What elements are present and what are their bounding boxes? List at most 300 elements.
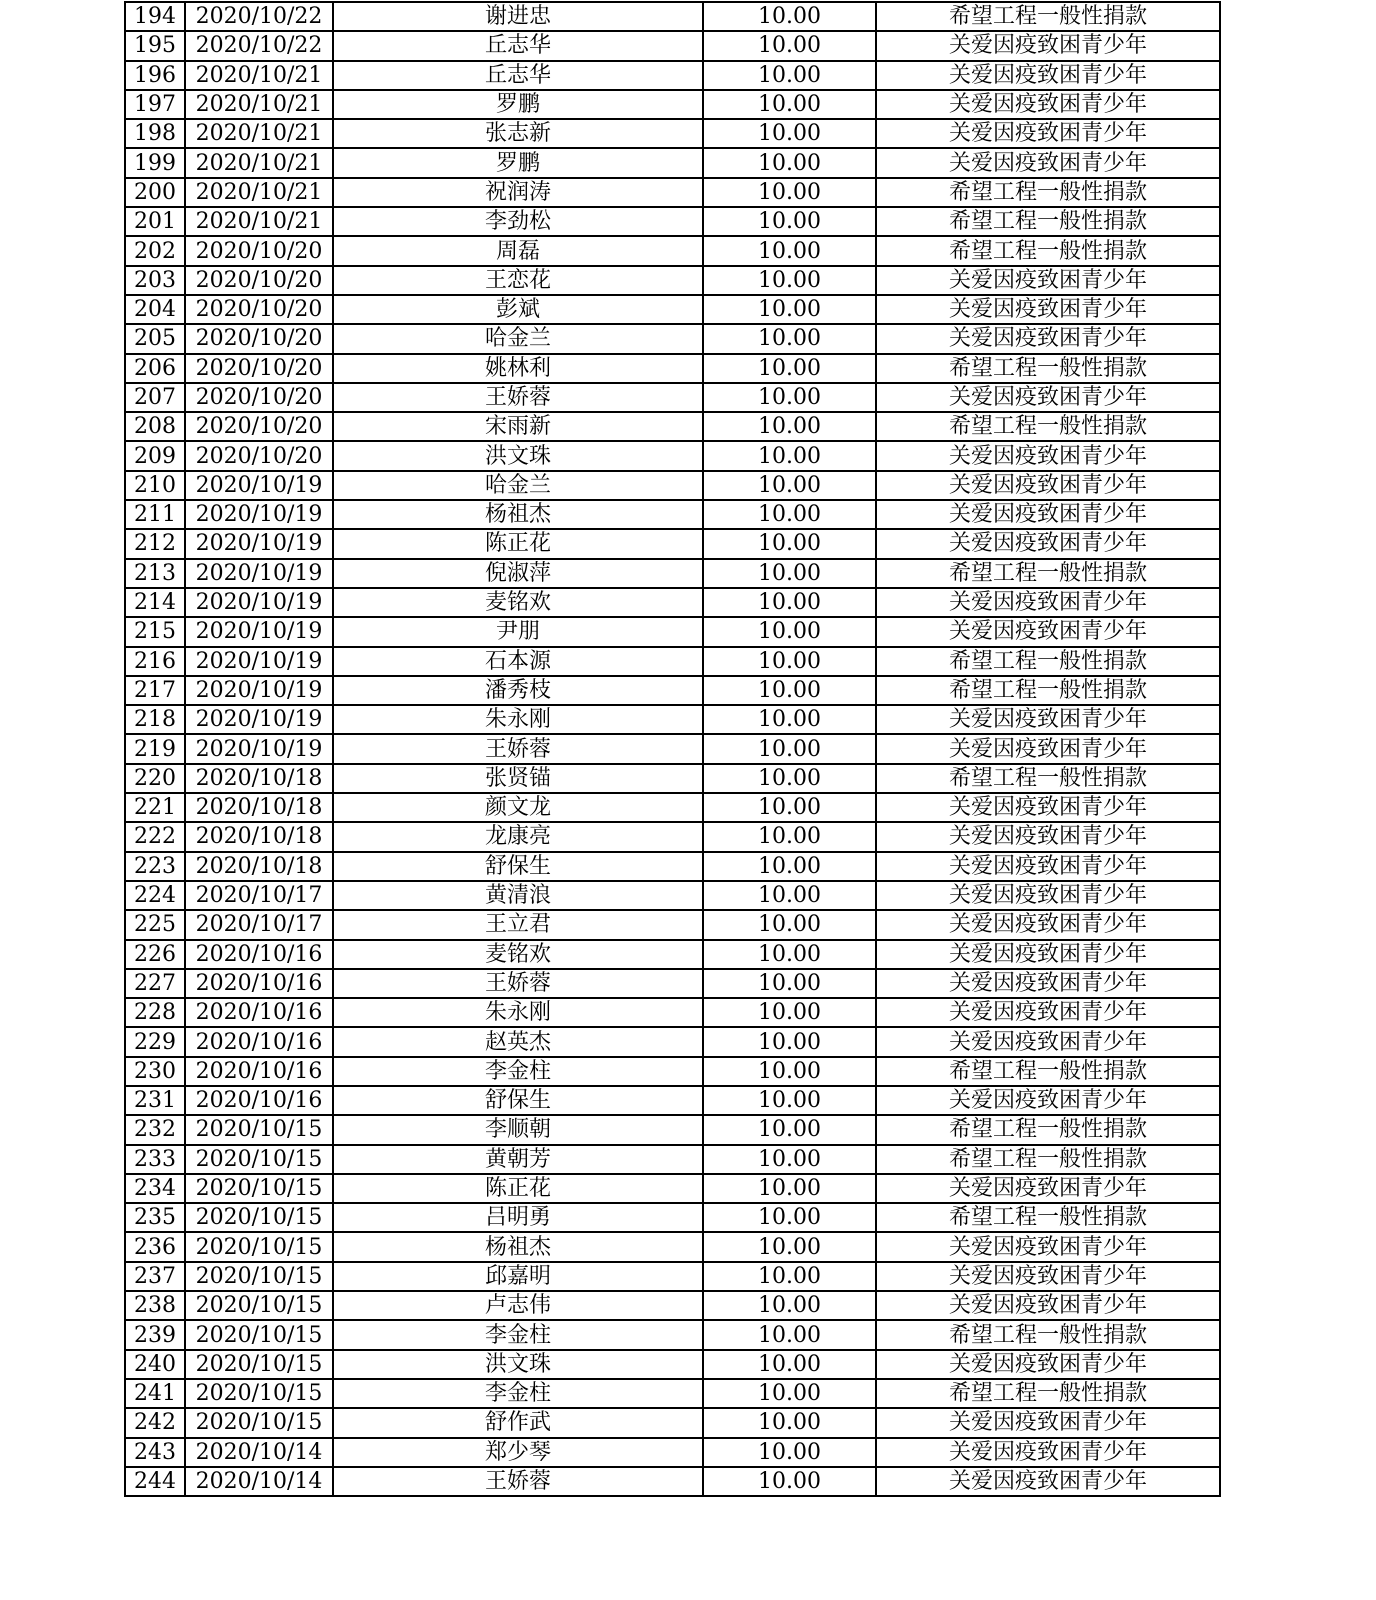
table-row <box>125 383 1220 412</box>
date-cell: 2020/10/16 <box>185 1027 333 1056</box>
row-number-cell: 196 <box>125 61 185 90</box>
amount-cell: 10.00 <box>703 1145 876 1174</box>
date-cell: 2020/10/18 <box>185 793 333 822</box>
row-number-cell: 241 <box>125 1379 185 1408</box>
table-row <box>125 617 1220 646</box>
table-row <box>125 266 1220 295</box>
row-number-cell: 217 <box>125 676 185 705</box>
project-cell: 希望工程一般性捐款 <box>876 412 1220 441</box>
donor-name-cell: 周磊 <box>333 236 703 265</box>
table-row <box>125 1145 1220 1174</box>
project-cell: 关爱因疫致困青少年 <box>876 822 1220 851</box>
table-row <box>125 1027 1220 1056</box>
table-row <box>125 412 1220 441</box>
table-row <box>125 588 1220 617</box>
amount-cell: 10.00 <box>703 441 876 470</box>
date-cell: 2020/10/20 <box>185 324 333 353</box>
row-number-cell: 194 <box>125 2 185 31</box>
donor-name-cell: 黄清浪 <box>333 881 703 910</box>
date-cell: 2020/10/14 <box>185 1438 333 1467</box>
amount-cell: 10.00 <box>703 881 876 910</box>
date-cell: 2020/10/20 <box>185 441 333 470</box>
project-cell: 关爱因疫致困青少年 <box>876 1291 1220 1320</box>
project-cell: 关爱因疫致困青少年 <box>876 529 1220 558</box>
donation-table <box>124 1 1221 1497</box>
donor-name-cell: 麦铭欢 <box>333 940 703 969</box>
donor-name-cell: 李顺朝 <box>333 1115 703 1144</box>
project-cell: 关爱因疫致困青少年 <box>876 90 1220 119</box>
project-cell: 关爱因疫致困青少年 <box>876 1408 1220 1437</box>
row-number-cell: 224 <box>125 881 185 910</box>
project-cell: 希望工程一般性捐款 <box>876 236 1220 265</box>
table-row <box>125 1467 1220 1496</box>
donor-name-cell: 麦铭欢 <box>333 588 703 617</box>
project-cell: 关爱因疫致困青少年 <box>876 266 1220 295</box>
project-cell: 希望工程一般性捐款 <box>876 559 1220 588</box>
project-cell: 希望工程一般性捐款 <box>876 647 1220 676</box>
table-row <box>125 1291 1220 1320</box>
row-number-cell: 223 <box>125 852 185 881</box>
date-cell: 2020/10/16 <box>185 1057 333 1086</box>
amount-cell: 10.00 <box>703 354 876 383</box>
row-number-cell: 200 <box>125 178 185 207</box>
date-cell: 2020/10/20 <box>185 383 333 412</box>
row-number-cell: 214 <box>125 588 185 617</box>
date-cell: 2020/10/22 <box>185 31 333 60</box>
donor-name-cell: 舒作武 <box>333 1408 703 1437</box>
donor-name-cell: 张贤锚 <box>333 764 703 793</box>
amount-cell: 10.00 <box>703 412 876 441</box>
table-row <box>125 178 1220 207</box>
project-cell: 关爱因疫致困青少年 <box>876 500 1220 529</box>
date-cell: 2020/10/19 <box>185 734 333 763</box>
donor-name-cell: 潘秀枝 <box>333 676 703 705</box>
table-row <box>125 1262 1220 1291</box>
project-cell: 希望工程一般性捐款 <box>876 676 1220 705</box>
project-cell: 关爱因疫致困青少年 <box>876 998 1220 1027</box>
row-number-cell: 219 <box>125 734 185 763</box>
table-row <box>125 910 1220 939</box>
date-cell: 2020/10/21 <box>185 178 333 207</box>
row-number-cell: 242 <box>125 1408 185 1437</box>
row-number-cell: 226 <box>125 940 185 969</box>
row-number-cell: 208 <box>125 412 185 441</box>
project-cell: 关爱因疫致困青少年 <box>876 1027 1220 1056</box>
project-cell: 关爱因疫致困青少年 <box>876 1232 1220 1261</box>
donor-name-cell: 谢进忠 <box>333 2 703 31</box>
table-row <box>125 559 1220 588</box>
amount-cell: 10.00 <box>703 793 876 822</box>
project-cell: 希望工程一般性捐款 <box>876 1145 1220 1174</box>
donor-name-cell: 姚林利 <box>333 354 703 383</box>
amount-cell: 10.00 <box>703 61 876 90</box>
donor-name-cell: 洪文珠 <box>333 1350 703 1379</box>
date-cell: 2020/10/15 <box>185 1350 333 1379</box>
row-number-cell: 210 <box>125 471 185 500</box>
table-row <box>125 148 1220 177</box>
table-row <box>125 471 1220 500</box>
donor-name-cell: 郑少琴 <box>333 1438 703 1467</box>
project-cell: 关爱因疫致困青少年 <box>876 1350 1220 1379</box>
project-cell: 希望工程一般性捐款 <box>876 2 1220 31</box>
date-cell: 2020/10/18 <box>185 822 333 851</box>
donation-table-body <box>125 2 1220 1496</box>
row-number-cell: 231 <box>125 1086 185 1115</box>
date-cell: 2020/10/19 <box>185 676 333 705</box>
donor-name-cell: 罗鹏 <box>333 148 703 177</box>
donor-name-cell: 石本源 <box>333 647 703 676</box>
table-row <box>125 647 1220 676</box>
amount-cell: 10.00 <box>703 1350 876 1379</box>
donor-name-cell: 杨祖杰 <box>333 1232 703 1261</box>
amount-cell: 10.00 <box>703 295 876 324</box>
date-cell: 2020/10/20 <box>185 266 333 295</box>
row-number-cell: 220 <box>125 764 185 793</box>
row-number-cell: 212 <box>125 529 185 558</box>
table-row <box>125 822 1220 851</box>
date-cell: 2020/10/19 <box>185 559 333 588</box>
date-cell: 2020/10/20 <box>185 236 333 265</box>
row-number-cell: 207 <box>125 383 185 412</box>
row-number-cell: 244 <box>125 1467 185 1496</box>
table-row <box>125 793 1220 822</box>
table-row <box>125 354 1220 383</box>
date-cell: 2020/10/21 <box>185 119 333 148</box>
amount-cell: 10.00 <box>703 500 876 529</box>
date-cell: 2020/10/16 <box>185 940 333 969</box>
project-cell: 关爱因疫致困青少年 <box>876 852 1220 881</box>
amount-cell: 10.00 <box>703 119 876 148</box>
donor-name-cell: 李金柱 <box>333 1320 703 1349</box>
project-cell: 关爱因疫致困青少年 <box>876 617 1220 646</box>
amount-cell: 10.00 <box>703 324 876 353</box>
donor-name-cell: 祝润涛 <box>333 178 703 207</box>
table-row <box>125 1115 1220 1144</box>
donor-name-cell: 王娇蓉 <box>333 969 703 998</box>
row-number-cell: 227 <box>125 969 185 998</box>
date-cell: 2020/10/21 <box>185 207 333 236</box>
amount-cell: 10.00 <box>703 822 876 851</box>
date-cell: 2020/10/22 <box>185 2 333 31</box>
amount-cell: 10.00 <box>703 559 876 588</box>
table-row <box>125 969 1220 998</box>
donor-name-cell: 赵英杰 <box>333 1027 703 1056</box>
project-cell: 关爱因疫致困青少年 <box>876 1467 1220 1496</box>
project-cell: 关爱因疫致困青少年 <box>876 793 1220 822</box>
row-number-cell: 236 <box>125 1232 185 1261</box>
amount-cell: 10.00 <box>703 734 876 763</box>
donor-name-cell: 王恋花 <box>333 266 703 295</box>
amount-cell: 10.00 <box>703 647 876 676</box>
table-row <box>125 31 1220 60</box>
amount-cell: 10.00 <box>703 2 876 31</box>
table-row <box>125 1232 1220 1261</box>
project-cell: 关爱因疫致困青少年 <box>876 471 1220 500</box>
row-number-cell: 211 <box>125 500 185 529</box>
date-cell: 2020/10/15 <box>185 1262 333 1291</box>
project-cell: 希望工程一般性捐款 <box>876 1379 1220 1408</box>
date-cell: 2020/10/17 <box>185 910 333 939</box>
amount-cell: 10.00 <box>703 1467 876 1496</box>
amount-cell: 10.00 <box>703 178 876 207</box>
date-cell: 2020/10/18 <box>185 764 333 793</box>
amount-cell: 10.00 <box>703 1262 876 1291</box>
donor-name-cell: 张志新 <box>333 119 703 148</box>
table-row <box>125 529 1220 558</box>
table-row <box>125 1174 1220 1203</box>
date-cell: 2020/10/21 <box>185 148 333 177</box>
table-row <box>125 764 1220 793</box>
table-row <box>125 236 1220 265</box>
donor-name-cell: 黄朝芳 <box>333 1145 703 1174</box>
table-row <box>125 1320 1220 1349</box>
row-number-cell: 203 <box>125 266 185 295</box>
project-cell: 关爱因疫致困青少年 <box>876 881 1220 910</box>
project-cell: 希望工程一般性捐款 <box>876 1057 1220 1086</box>
row-number-cell: 222 <box>125 822 185 851</box>
date-cell: 2020/10/21 <box>185 61 333 90</box>
project-cell: 关爱因疫致困青少年 <box>876 441 1220 470</box>
date-cell: 2020/10/20 <box>185 354 333 383</box>
row-number-cell: 213 <box>125 559 185 588</box>
amount-cell: 10.00 <box>703 266 876 295</box>
row-number-cell: 221 <box>125 793 185 822</box>
date-cell: 2020/10/15 <box>185 1379 333 1408</box>
amount-cell: 10.00 <box>703 1203 876 1232</box>
row-number-cell: 240 <box>125 1350 185 1379</box>
table-row <box>125 2 1220 31</box>
row-number-cell: 206 <box>125 354 185 383</box>
donor-name-cell: 龙康亮 <box>333 822 703 851</box>
date-cell: 2020/10/19 <box>185 500 333 529</box>
project-cell: 希望工程一般性捐款 <box>876 764 1220 793</box>
donor-name-cell: 宋雨新 <box>333 412 703 441</box>
donor-name-cell: 邱嘉明 <box>333 1262 703 1291</box>
row-number-cell: 229 <box>125 1027 185 1056</box>
row-number-cell: 215 <box>125 617 185 646</box>
amount-cell: 10.00 <box>703 207 876 236</box>
table-row <box>125 1350 1220 1379</box>
amount-cell: 10.00 <box>703 1408 876 1437</box>
project-cell: 关爱因疫致困青少年 <box>876 910 1220 939</box>
date-cell: 2020/10/17 <box>185 881 333 910</box>
amount-cell: 10.00 <box>703 676 876 705</box>
project-cell: 关爱因疫致困青少年 <box>876 324 1220 353</box>
amount-cell: 10.00 <box>703 969 876 998</box>
project-cell: 希望工程一般性捐款 <box>876 178 1220 207</box>
row-number-cell: 230 <box>125 1057 185 1086</box>
row-number-cell: 199 <box>125 148 185 177</box>
row-number-cell: 209 <box>125 441 185 470</box>
date-cell: 2020/10/15 <box>185 1174 333 1203</box>
table-row <box>125 998 1220 1027</box>
table-row <box>125 1438 1220 1467</box>
amount-cell: 10.00 <box>703 705 876 734</box>
amount-cell: 10.00 <box>703 1086 876 1115</box>
amount-cell: 10.00 <box>703 31 876 60</box>
donor-name-cell: 王娇蓉 <box>333 734 703 763</box>
row-number-cell: 204 <box>125 295 185 324</box>
date-cell: 2020/10/15 <box>185 1203 333 1232</box>
table-row <box>125 852 1220 881</box>
row-number-cell: 202 <box>125 236 185 265</box>
table-row <box>125 295 1220 324</box>
donor-name-cell: 洪文珠 <box>333 441 703 470</box>
row-number-cell: 228 <box>125 998 185 1027</box>
date-cell: 2020/10/20 <box>185 412 333 441</box>
amount-cell: 10.00 <box>703 852 876 881</box>
donor-name-cell: 李劲松 <box>333 207 703 236</box>
row-number-cell: 195 <box>125 31 185 60</box>
donor-name-cell: 杨祖杰 <box>333 500 703 529</box>
amount-cell: 10.00 <box>703 1320 876 1349</box>
project-cell: 希望工程一般性捐款 <box>876 1203 1220 1232</box>
donor-name-cell: 丘志华 <box>333 31 703 60</box>
donor-name-cell: 王娇蓉 <box>333 1467 703 1496</box>
amount-cell: 10.00 <box>703 1379 876 1408</box>
row-number-cell: 218 <box>125 705 185 734</box>
date-cell: 2020/10/15 <box>185 1320 333 1349</box>
table-row <box>125 734 1220 763</box>
amount-cell: 10.00 <box>703 617 876 646</box>
date-cell: 2020/10/16 <box>185 969 333 998</box>
date-cell: 2020/10/15 <box>185 1115 333 1144</box>
amount-cell: 10.00 <box>703 1115 876 1144</box>
table-row <box>125 500 1220 529</box>
donor-name-cell: 李金柱 <box>333 1057 703 1086</box>
donor-name-cell: 罗鹏 <box>333 90 703 119</box>
row-number-cell: 237 <box>125 1262 185 1291</box>
table-row <box>125 324 1220 353</box>
project-cell: 关爱因疫致困青少年 <box>876 383 1220 412</box>
project-cell: 关爱因疫致困青少年 <box>876 31 1220 60</box>
amount-cell: 10.00 <box>703 588 876 617</box>
table-row <box>125 1086 1220 1115</box>
amount-cell: 10.00 <box>703 1027 876 1056</box>
table-row <box>125 1379 1220 1408</box>
date-cell: 2020/10/19 <box>185 588 333 617</box>
amount-cell: 10.00 <box>703 148 876 177</box>
amount-cell: 10.00 <box>703 998 876 1027</box>
project-cell: 关爱因疫致困青少年 <box>876 61 1220 90</box>
row-number-cell: 233 <box>125 1145 185 1174</box>
row-number-cell: 239 <box>125 1320 185 1349</box>
donor-name-cell: 尹朋 <box>333 617 703 646</box>
table-row <box>125 207 1220 236</box>
date-cell: 2020/10/19 <box>185 529 333 558</box>
table-row <box>125 1203 1220 1232</box>
project-cell: 关爱因疫致困青少年 <box>876 1086 1220 1115</box>
table-row <box>125 119 1220 148</box>
amount-cell: 10.00 <box>703 471 876 500</box>
date-cell: 2020/10/18 <box>185 852 333 881</box>
project-cell: 关爱因疫致困青少年 <box>876 1262 1220 1291</box>
project-cell: 希望工程一般性捐款 <box>876 1320 1220 1349</box>
amount-cell: 10.00 <box>703 1438 876 1467</box>
donor-name-cell: 王立君 <box>333 910 703 939</box>
table-row <box>125 1057 1220 1086</box>
donor-name-cell: 哈金兰 <box>333 324 703 353</box>
donor-name-cell: 朱永刚 <box>333 705 703 734</box>
date-cell: 2020/10/19 <box>185 471 333 500</box>
table-row <box>125 881 1220 910</box>
row-number-cell: 232 <box>125 1115 185 1144</box>
table-row <box>125 90 1220 119</box>
date-cell: 2020/10/14 <box>185 1467 333 1496</box>
row-number-cell: 216 <box>125 647 185 676</box>
table-row <box>125 940 1220 969</box>
date-cell: 2020/10/16 <box>185 998 333 1027</box>
date-cell: 2020/10/16 <box>185 1086 333 1115</box>
donor-name-cell: 丘志华 <box>333 61 703 90</box>
row-number-cell: 205 <box>125 324 185 353</box>
donor-name-cell: 李金柱 <box>333 1379 703 1408</box>
donor-name-cell: 彭斌 <box>333 295 703 324</box>
project-cell: 关爱因疫致困青少年 <box>876 588 1220 617</box>
table-row <box>125 705 1220 734</box>
row-number-cell: 243 <box>125 1438 185 1467</box>
amount-cell: 10.00 <box>703 1174 876 1203</box>
donor-name-cell: 陈正花 <box>333 529 703 558</box>
project-cell: 关爱因疫致困青少年 <box>876 1174 1220 1203</box>
row-number-cell: 198 <box>125 119 185 148</box>
project-cell: 希望工程一般性捐款 <box>876 1115 1220 1144</box>
project-cell: 关爱因疫致困青少年 <box>876 940 1220 969</box>
table-row <box>125 676 1220 705</box>
row-number-cell: 238 <box>125 1291 185 1320</box>
project-cell: 关爱因疫致困青少年 <box>876 734 1220 763</box>
amount-cell: 10.00 <box>703 236 876 265</box>
project-cell: 希望工程一般性捐款 <box>876 354 1220 383</box>
project-cell: 希望工程一般性捐款 <box>876 207 1220 236</box>
amount-cell: 10.00 <box>703 383 876 412</box>
donor-name-cell: 舒保生 <box>333 852 703 881</box>
date-cell: 2020/10/20 <box>185 295 333 324</box>
amount-cell: 10.00 <box>703 529 876 558</box>
row-number-cell: 234 <box>125 1174 185 1203</box>
row-number-cell: 235 <box>125 1203 185 1232</box>
project-cell: 关爱因疫致困青少年 <box>876 119 1220 148</box>
amount-cell: 10.00 <box>703 1291 876 1320</box>
donor-name-cell: 倪淑萍 <box>333 559 703 588</box>
amount-cell: 10.00 <box>703 1057 876 1086</box>
date-cell: 2020/10/19 <box>185 647 333 676</box>
amount-cell: 10.00 <box>703 1232 876 1261</box>
date-cell: 2020/10/15 <box>185 1291 333 1320</box>
donor-name-cell: 陈正花 <box>333 1174 703 1203</box>
donor-name-cell: 王娇蓉 <box>333 383 703 412</box>
donor-name-cell: 朱永刚 <box>333 998 703 1027</box>
project-cell: 关爱因疫致困青少年 <box>876 148 1220 177</box>
amount-cell: 10.00 <box>703 764 876 793</box>
donor-name-cell: 颜文龙 <box>333 793 703 822</box>
amount-cell: 10.00 <box>703 90 876 119</box>
project-cell: 关爱因疫致困青少年 <box>876 705 1220 734</box>
row-number-cell: 225 <box>125 910 185 939</box>
project-cell: 关爱因疫致困青少年 <box>876 295 1220 324</box>
date-cell: 2020/10/15 <box>185 1145 333 1174</box>
donor-name-cell: 哈金兰 <box>333 471 703 500</box>
table-row <box>125 441 1220 470</box>
project-cell: 关爱因疫致困青少年 <box>876 969 1220 998</box>
amount-cell: 10.00 <box>703 940 876 969</box>
row-number-cell: 197 <box>125 90 185 119</box>
table-row <box>125 1408 1220 1437</box>
date-cell: 2020/10/19 <box>185 705 333 734</box>
date-cell: 2020/10/15 <box>185 1408 333 1437</box>
donor-name-cell: 卢志伟 <box>333 1291 703 1320</box>
donor-name-cell: 舒保生 <box>333 1086 703 1115</box>
